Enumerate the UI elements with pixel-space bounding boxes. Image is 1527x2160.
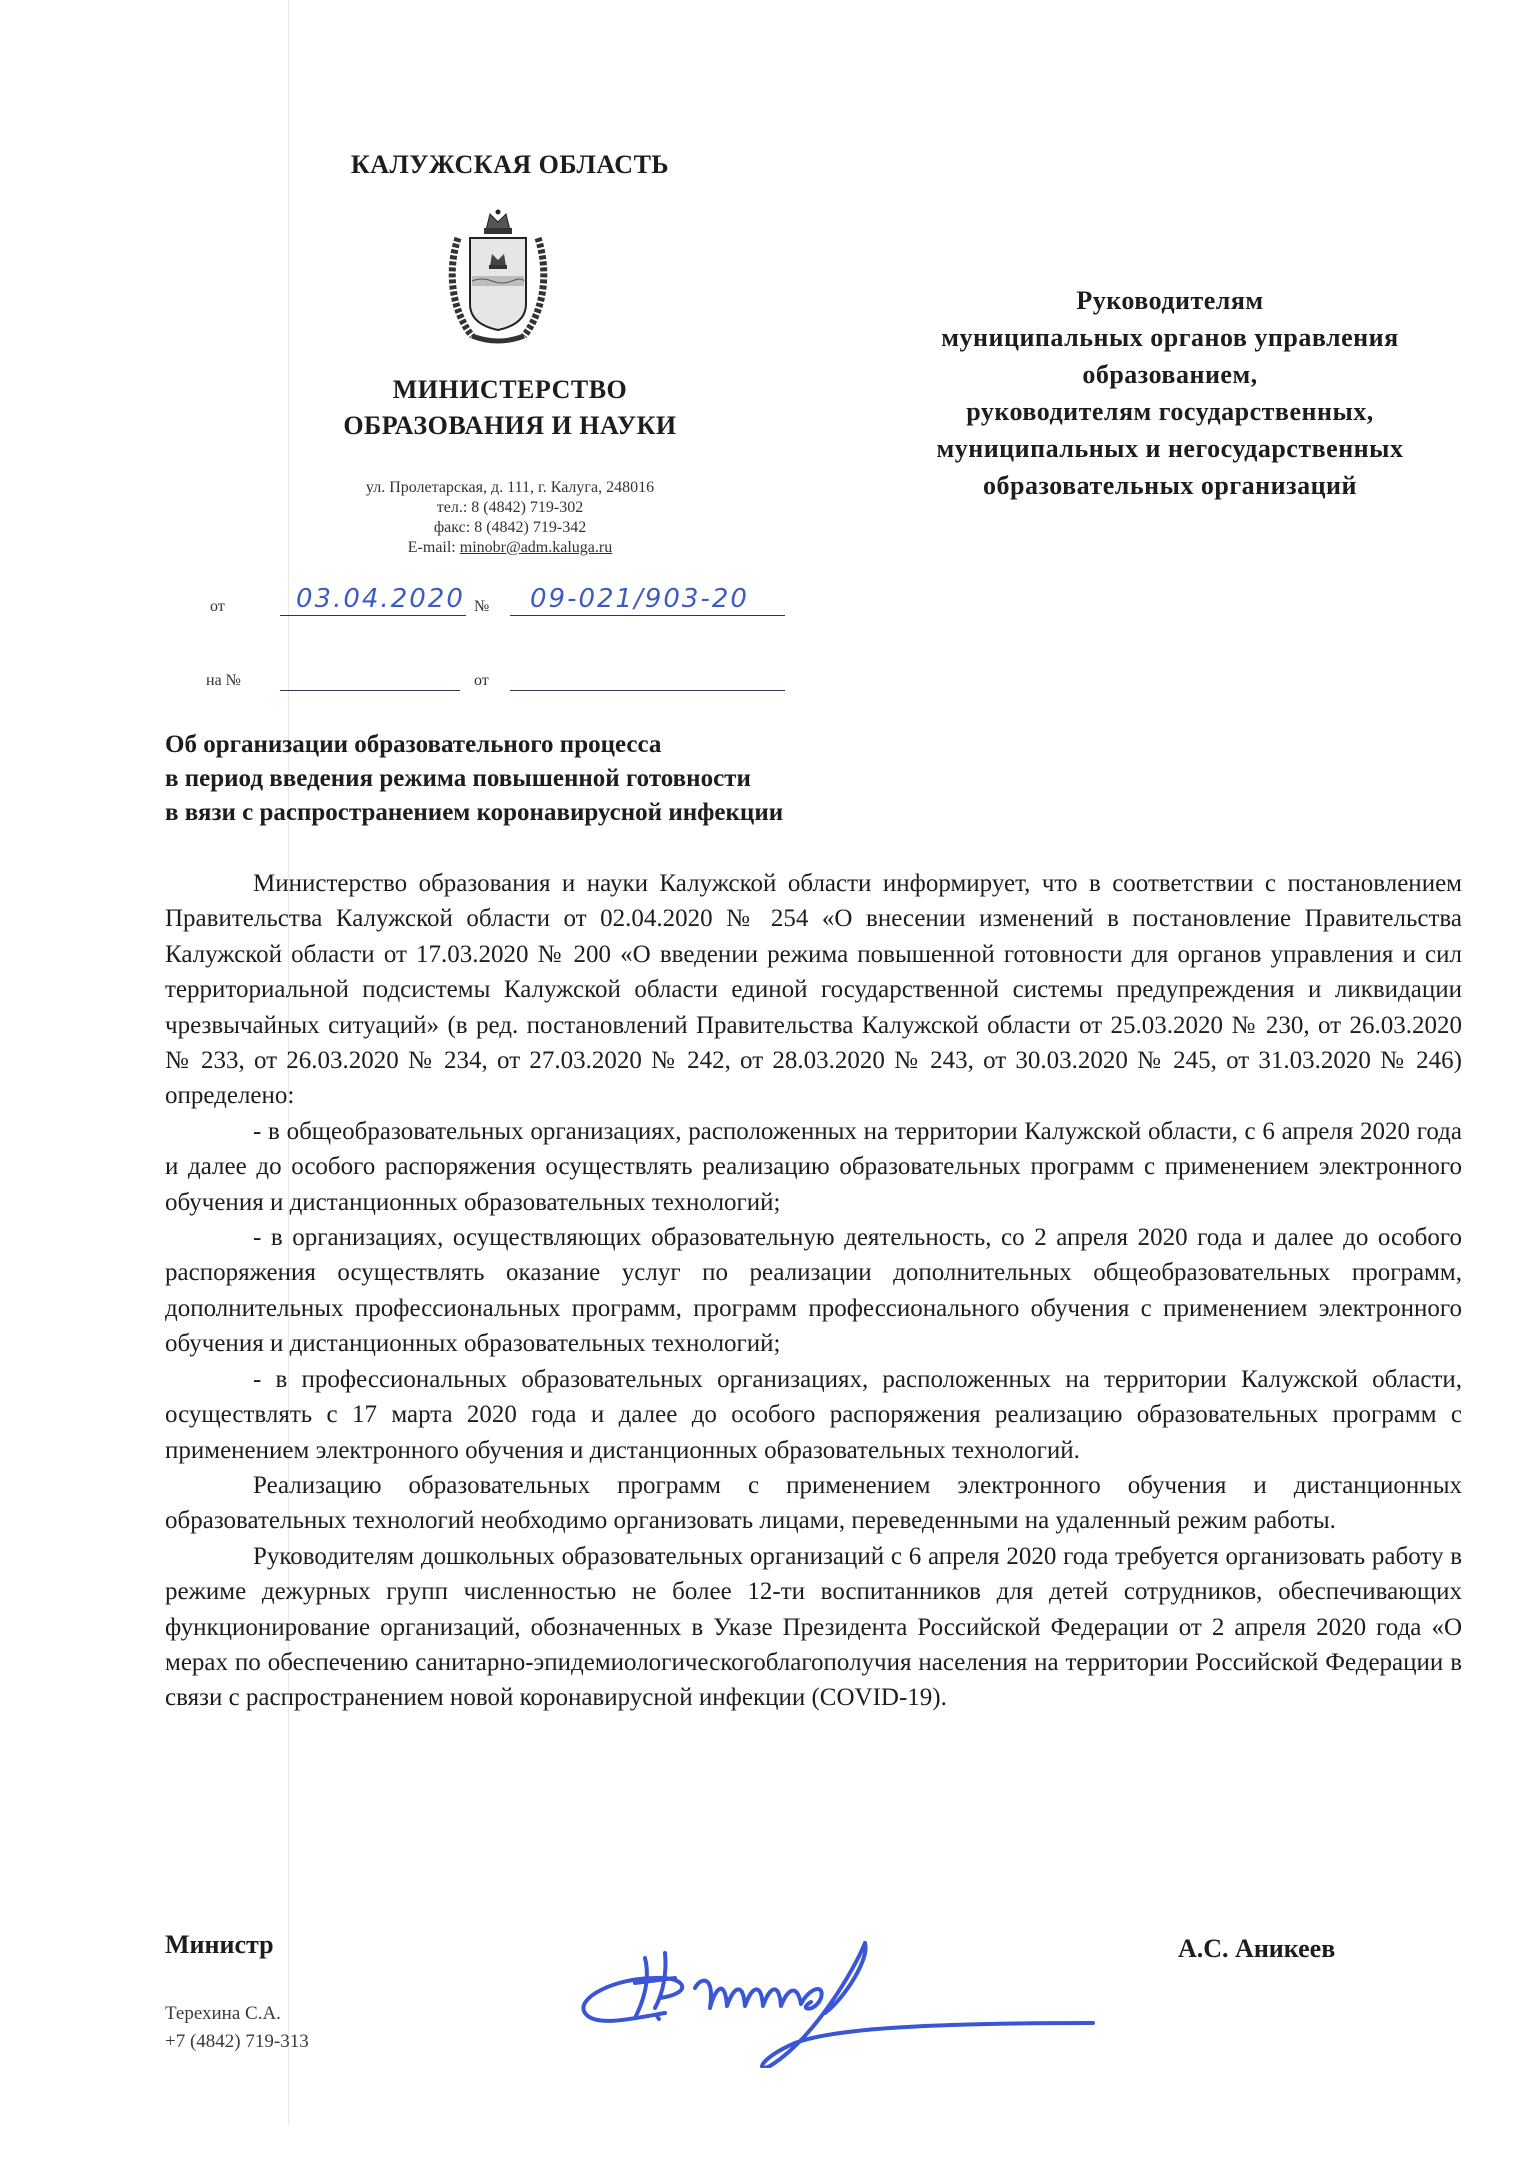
address: ул. Пролетарская, д. 111, г. Калуга, 248016 (365, 479, 655, 496)
body-paragraph: Руководителям дошкольных образовательных организаций с 6 апреля 2020 года требуется организовать работу в режиме дежурных групп численностью не более 12-ти воспитанников для детей сотрудников, обеспечивающих функционирование организаций, обозначенных в Указе Президента Российской Федерации от 2 апреля 2020 года «О мерах по обеспечению санитарно-эпидемиологическогоблагополучия населения на территории Российской Федерации в связи с распространением новой коронавирусной инфекции (COVID-19). (165, 1542, 1462, 1712)
subject-line: в вязи с распространением коронавирусной инфекции (165, 799, 784, 826)
body-paragraph: Министерство образования и науки Калужской области информирует, что в соответствии с постановлением Правительства Калужской области от 02.04.2020 № 254 «О внесении изменений в постановление Правительства Калужской области от 17.03.2020 № 200 «О введении режима повышенной готовности для органов управления и сил территориальной подсистемы Калужской области единой государственной системы предупреждения и ликвидации чрезвычайных ситуаций» (в ред. постановлений Правительства Калужской области от 25.03.2020 № 230, от 26.03.2020 № 233, от 26.03.2020 № 234, от 27.03.2020 № 242, от 28.03.2020 № 243, от 30.03.2020 № 245, от 31.03.2020 № 246) определено: (165, 870, 1462, 1110)
email-link[interactable]: minobr@adm.kaluga.ru (459, 539, 613, 556)
reply-to-label: на № (206, 672, 241, 689)
subject-line: Об организации образовательного процесса (165, 731, 662, 758)
addressee-line: образовательных организаций (982, 471, 1358, 500)
executor-phone: +7 (4842) 719-313 (165, 2031, 309, 2052)
executor-name: Терехина С.А. (165, 2003, 281, 2024)
signatory-title: Министр (165, 1930, 274, 1959)
addressee-line: образованием, (1082, 360, 1258, 389)
body-list-item: - в профессиональных образовательных организациях, расположенных на территории Калужской области, осуществлять с 17 марта 2020 года и далее до особого распоряжения реализацию образовательных программ с применением электронного обучения и дистанционных образовательных технологий. (165, 1365, 1462, 1464)
ministry-name-line2: ОБРАЗОВАНИЯ И НАУКИ (343, 411, 677, 440)
addressee-line: муниципальных и негосударственных (936, 434, 1404, 463)
addressee-line: муниципальных органов управления (941, 323, 1399, 352)
handwritten-signature-icon (575, 1918, 1095, 2068)
region-title: КАЛУЖСКАЯ ОБЛАСТЬ (350, 150, 670, 179)
body-paragraph: Реализацию образовательных программ с применением электронного обучения и дистанционных образовательных технологий необходимо организовать лицами, переведенными на удаленный режим работы. (165, 1471, 1462, 1535)
number-value: 09-021/903-20 (530, 584, 749, 614)
subject-line: в период введения режима повышенной готовности (165, 765, 751, 792)
body-list-item: - в общеобразовательных организациях, расположенных на территории Калужской области, с 6 апреля 2020 года и далее до особого распоряжения осуществлять реализацию образовательных программ с применением электронного обучения и дистанционных образовательных технологий; (165, 1117, 1462, 1216)
addressee-line: руководителям государственных, (966, 397, 1374, 426)
email-label: E-mail: (407, 539, 460, 556)
ministry-name (300, 372, 720, 444)
date-value: 03.04.2020 (296, 584, 465, 614)
letter-body (165, 866, 1462, 1716)
executor-block (165, 2000, 309, 2056)
reply-from-label: от (474, 672, 489, 689)
ministry-name-line1: МИНИСТЕРСТВО (392, 375, 628, 404)
phone: тел.: 8 (4842) 719-302 (436, 499, 584, 516)
fax: факс: 8 (4842) 719-342 (433, 519, 587, 536)
addressee-block (860, 282, 1480, 504)
coat-of-arms-icon (446, 208, 550, 346)
contact-block (300, 478, 720, 558)
date-label: от (210, 598, 225, 615)
body-list-item: - в организациях, осуществляющих образовательную деятельность, со 2 апреля 2020 года и далее до особого распоряжения осуществлять оказание услуг по реализации дополнительных общеобразовательных программ, дополнительных профессиональных программ, программ профессионального обучения с применением электронного обучения и дистанционных образовательных технологий; (165, 1224, 1462, 1358)
reply-from-field (510, 660, 785, 691)
email-row (300, 538, 720, 558)
subject-heading (165, 728, 1015, 830)
reply-to-field (280, 660, 460, 691)
signatory-name: А.С. Аникеев (1178, 1934, 1336, 1963)
number-label: № (474, 598, 490, 615)
addressee-line: Руководителям (1076, 286, 1264, 315)
